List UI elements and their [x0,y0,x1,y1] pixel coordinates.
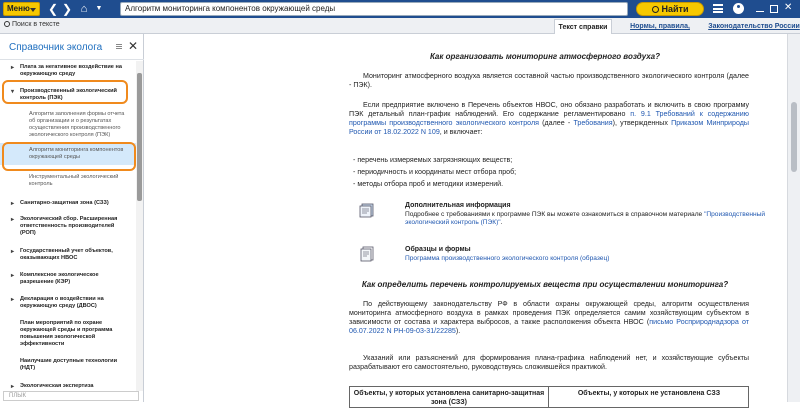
sidebar-item-fee[interactable] [0,64,136,78]
table-header: Объекты, у которых не установлена СЗЗ [577,390,721,397]
sidebar-item-label: Санитарно-защитная зона (СЗЗ) [20,200,109,206]
chevron-right-icon: ▸ [11,297,15,303]
sidebar-item-szz[interactable] [0,200,136,207]
info-book-icon [359,202,377,218]
sidebar-header [0,34,144,60]
sidebar-item-label: Инструментальный экологический контроль [29,174,119,187]
tab-help-text[interactable]: Текст справки [554,19,612,35]
sidebar-item-ndt[interactable] [0,358,136,372]
minimize-icon[interactable] [756,5,764,12]
list-item: - перечень измеряемых загрязняющих веществ; [353,156,513,164]
sidebar-search-input[interactable]: ПЛЫК [3,391,139,401]
sidebar-item-eco-fee[interactable] [0,216,136,237]
paragraph-text: По действующему законодательству РФ в области охраны окружающей среды, алгоритм осуществления мониторинга атмосферного воздуха в рамках проведения ПЭК определяется самим хозяйствующим субъектом в зависимости от состава и характера выбросов, а также расположения объекта НВОС ( [349,300,749,326]
tab-russian-legislation[interactable]: Законодательство России [708,23,800,30]
document-toolbar [0,18,800,34]
tab-norms-standards[interactable]: Нормы, правила, [630,23,690,30]
chevron-right-icon: ▸ [11,273,15,279]
main-search-input[interactable]: Алгоритм мониторинга компонентов окружающей среды [120,2,628,16]
forms-document-icon [359,246,377,262]
history-dropdown-icon[interactable]: ▼ [95,5,103,12]
find-button[interactable] [636,2,704,16]
info-title: Дополнительная информация [405,202,511,209]
list-item: - методы отбора проб и методики измерений. [353,180,504,188]
sidebar-item-action-plan[interactable] [0,320,136,348]
document-scroll-thumb[interactable] [791,102,797,172]
close-icon[interactable]: ✕ [128,39,139,53]
document-page [335,34,766,406]
sidebar-tree [0,61,136,391]
sidebar-scrollbar[interactable] [136,61,143,391]
sidebar-item-label: Алгоритм мониторинга компонентов окружающей среды [29,147,124,160]
info-text-end: . [500,219,503,226]
sidebar-scroll-thumb[interactable] [137,73,142,201]
sidebar-title: Справочник эколога [9,42,103,53]
paragraph-text: ), утвержденных [612,119,672,127]
menu-label: Меню [7,4,30,13]
sidebar-item-instrumental-control[interactable] [0,174,136,188]
comparison-table [349,386,749,408]
sidebar-item-label: Плата за негативное воздействие на окружающую среду [20,64,122,77]
link-pek-reference[interactable]: "Производственный экологический контроль (ПЭК)" [405,211,766,226]
sidebar-item-state-registry[interactable] [0,248,136,262]
back-arrow-icon[interactable]: ❮ [47,2,59,16]
sidebar-item-report-algorithm[interactable] [0,111,136,139]
sidebar-item-label: Наилучшие доступные технологии (НДТ) [20,358,118,371]
sidebar-item-dvos[interactable] [0,296,136,310]
heading-air-monitoring: Как организовать мониторинг атмосферного воздуха? [430,52,660,61]
link-rpn-letter[interactable]: письмо Росприроднадзора от 06.07.2022 N РН-09-03-31/22285 [349,318,749,335]
sidebar-item-label: Производственный экологический контроль (ПЭК) [20,88,117,101]
search-in-text-button[interactable] [4,21,60,28]
paragraph-text: Если предприятие включено в Перечень объектов НВОС, оно обязано разработать и включить в свою программу ПЭК детальный план-график наблюдений. Его содержание регламентировано [349,101,749,118]
sidebar-item-pek[interactable] [0,88,136,102]
navigation-group [46,1,106,17]
chevron-down-icon [30,8,36,12]
paragraph-legislation [349,300,749,336]
sidebar-item-ker[interactable] [0,272,136,286]
info-text [405,255,785,263]
forward-arrow-icon[interactable]: ❯ [61,2,73,16]
paragraph-text: , и включает: [439,128,483,136]
document-scrollbar[interactable] [787,34,800,402]
sidebar-item-expertise[interactable] [0,383,136,390]
link-requirements[interactable]: Требования [573,119,613,127]
table-header: Объекты, у которых установлена санитарно-защитная зона (СЗЗ) [350,387,549,407]
info-text [405,211,785,227]
paragraph-text: ). [455,327,461,335]
paragraph-text: (далее - [538,119,574,127]
sidebar-item-monitoring-algorithm[interactable] [0,143,136,165]
list-view-icon[interactable] [116,44,122,49]
menu-button[interactable] [3,2,40,16]
sidebar-item-label: Комплексное экологическое разрешение (КЭР) [20,272,99,285]
top-toolbar [0,0,800,18]
chevron-right-icon: ▸ [11,384,15,390]
sidebar-item-label: Экологический сбор. Расширенная ответственность производителей (РОП) [20,216,118,236]
paragraph-no-guidance: Указаний или разъяснений для формирования плана-графика наблюдений нет, и хозяйствующие субъекты разрабатывают его самостоятельно, руководствуясь сложившейся практикой. [349,354,749,371]
chevron-right-icon: ▸ [11,217,15,223]
maximize-icon[interactable] [770,5,778,13]
sidebar-item-label: Экологическая экспертиза [20,383,94,389]
info-block-additional [359,202,766,232]
heading-controlled-substances: Как определить перечень контролируемых веществ при осуществлении мониторинга? [361,280,729,289]
search-icon [4,21,10,27]
user-account-icon[interactable] [733,3,744,14]
sidebar [0,34,144,402]
close-window-icon[interactable]: ✕ [784,2,793,13]
link-pek-program-sample[interactable]: Программа производственного экологического контроля (образец) [405,255,610,262]
chevron-right-icon: ▸ [11,201,15,207]
chevron-down-icon: ▾ [11,89,15,95]
search-icon [652,6,659,13]
link-order-109[interactable]: Приказом Минприроды России от 18.02.2022 N 109 [349,119,749,136]
hamburger-menu-icon[interactable] [713,4,723,13]
paragraph-requirements [349,101,749,137]
paragraph-intro: Мониторинг атмосферного воздуха является составной частью производственного экологического контроля (далее - ПЭК). [349,72,749,89]
search-in-text-label: Поиск в тексте [12,21,60,28]
sidebar-item-label: Государственный учет объектов, оказывающих НВОС [20,248,113,261]
chevron-right-icon: ▸ [11,249,15,255]
link-requirements-9-1[interactable]: п. 9.1 Требований к содержанию программы производственного экологического контроля [349,110,749,127]
document-viewer [147,34,800,406]
sidebar-item-label: План мероприятий по охране окружающей среды и программа повышения экологической эффективности [20,320,113,347]
home-icon[interactable]: ⌂ [80,3,88,15]
sidebar-item-label: Алгоритм заполнения формы отчета об организации и о результатах осуществления производственного экологического контроля (ПЭК) [29,111,125,138]
info-text-body: Подробнее с требованиями к программе ПЭК вы можете ознакомиться в справочном материале [405,211,705,218]
info-block-samples [359,246,759,270]
info-title: Образцы и формы [405,246,471,253]
find-button-label: Найти [661,4,689,14]
list-item: - периодичность и координаты мест отбора проб; [353,168,517,176]
sidebar-item-label: Декларация о воздействии на окружающую среду (ДВОС) [20,296,104,309]
chevron-right-icon: ▸ [11,65,15,71]
